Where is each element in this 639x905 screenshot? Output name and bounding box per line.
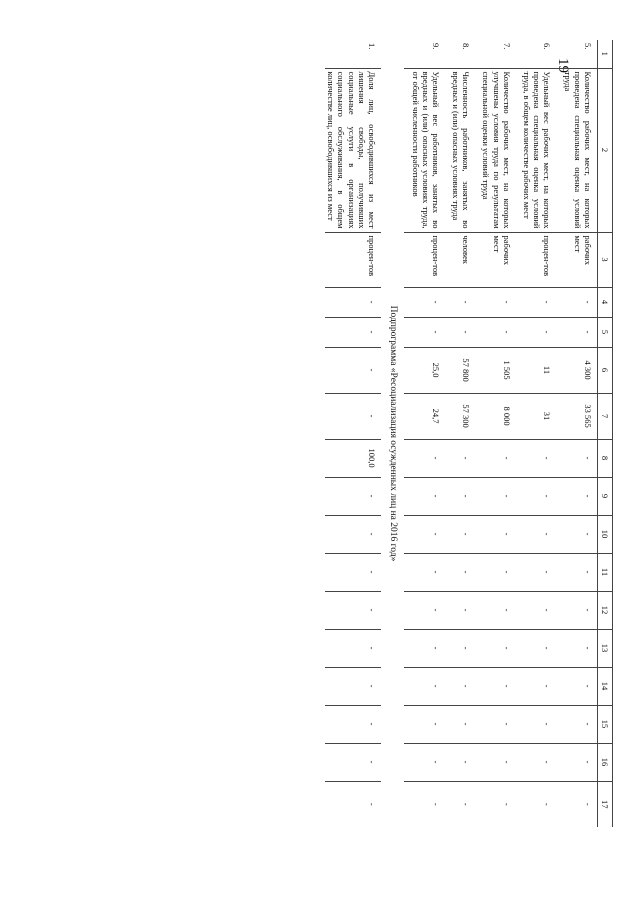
unit-cell: процен-тов bbox=[325, 232, 381, 287]
value-cell: 24,7 bbox=[404, 393, 445, 439]
indicator-name-cell: Удельный вес рабочих мест, на которых проведена специальная оценка условий труда, в общем количестве рабочих мест bbox=[516, 68, 557, 232]
value-cell: - bbox=[516, 705, 557, 743]
value-cell: - bbox=[475, 705, 516, 743]
value-cell: - bbox=[445, 317, 475, 347]
unit-cell: рабочих мест bbox=[556, 232, 597, 287]
row-number-cell: 5. bbox=[583, 43, 593, 50]
value-cell: - bbox=[475, 287, 516, 317]
value-cell: - bbox=[325, 629, 381, 667]
value-cell: - bbox=[516, 667, 557, 705]
row-number-cell: 8. bbox=[461, 43, 472, 50]
value-cell: 31 bbox=[516, 393, 557, 439]
value-cell: - bbox=[404, 629, 445, 667]
value-cell: - bbox=[404, 439, 445, 477]
row-number-cell: 6. bbox=[542, 43, 553, 50]
table-row bbox=[404, 40, 445, 827]
column-number-cell: 15 bbox=[598, 705, 613, 743]
value-cell: - bbox=[404, 287, 445, 317]
indicators-table bbox=[325, 40, 613, 827]
value-cell: 57 800 bbox=[445, 347, 475, 393]
value-cell: 1 505 bbox=[475, 347, 516, 393]
indicator-name-cell: Количество рабочих мест, на которых проведена специальная оценка условий труда bbox=[556, 68, 597, 232]
value-cell: - bbox=[404, 515, 445, 553]
rotated-table-container bbox=[124, 40, 613, 825]
value-cell: - bbox=[445, 743, 475, 781]
column-number-cell: 3 bbox=[598, 232, 613, 287]
value-cell: - bbox=[325, 667, 381, 705]
value-cell: 4 300 bbox=[556, 347, 597, 393]
column-number-cell: 17 bbox=[598, 781, 613, 827]
column-number-cell: 6 bbox=[598, 347, 613, 393]
column-number-cell: 11 bbox=[598, 553, 613, 591]
value-cell: - bbox=[516, 515, 557, 553]
value-cell: - bbox=[516, 629, 557, 667]
value-cell: 8 000 bbox=[475, 393, 516, 439]
value-cell: - bbox=[325, 553, 381, 591]
value-cell: 57 300 bbox=[445, 393, 475, 439]
indicator-name-cell: Доля лиц, освободившихся из мест лишения свободы, получивших социальные услуги в организациях социального обслуживания, в общем количестве лиц, освободившихся из мест bbox=[325, 68, 381, 232]
table-row bbox=[516, 40, 557, 827]
value-cell: - bbox=[556, 477, 597, 515]
value-cell: - bbox=[325, 317, 381, 347]
value-cell: - bbox=[404, 667, 445, 705]
unit-cell: рабочих мест bbox=[475, 232, 516, 287]
value-cell: - bbox=[556, 743, 597, 781]
column-number-cell: 9 bbox=[598, 477, 613, 515]
value-cell: - bbox=[404, 705, 445, 743]
value-cell: - bbox=[325, 287, 381, 317]
value-cell: - bbox=[556, 515, 597, 553]
value-cell: - bbox=[445, 781, 475, 827]
value-cell: - bbox=[445, 705, 475, 743]
value-cell: - bbox=[556, 553, 597, 591]
column-number-row bbox=[598, 40, 613, 827]
value-cell: - bbox=[475, 317, 516, 347]
column-number-cell: 2 bbox=[598, 68, 613, 232]
indicator-name-cell: Удельный вес работников, занятых во вредных и (или) опасных условиях труда, от общей численности работников bbox=[404, 68, 445, 232]
value-cell: - bbox=[325, 705, 381, 743]
indicator-name-cell: Численность работников, занятых во вредных и (или) опасных условиях труда bbox=[445, 68, 475, 232]
subprogram-title-row bbox=[381, 40, 404, 827]
value-cell: - bbox=[445, 477, 475, 515]
value-cell: - bbox=[556, 781, 597, 827]
table-row bbox=[475, 40, 516, 827]
value-cell: - bbox=[325, 477, 381, 515]
value-cell: - bbox=[516, 553, 557, 591]
value-cell: - bbox=[404, 317, 445, 347]
value-cell: - bbox=[475, 553, 516, 591]
value-cell: - bbox=[445, 629, 475, 667]
value-cell: - bbox=[556, 705, 597, 743]
value-cell: - bbox=[556, 667, 597, 705]
value-cell: - bbox=[445, 667, 475, 705]
table-row bbox=[325, 40, 381, 827]
value-cell: 25,0 bbox=[404, 347, 445, 393]
value-cell: - bbox=[556, 317, 597, 347]
value-cell: - bbox=[475, 629, 516, 667]
value-cell: - bbox=[475, 439, 516, 477]
value-cell: - bbox=[516, 317, 557, 347]
value-cell: - bbox=[475, 743, 516, 781]
value-cell: - bbox=[475, 515, 516, 553]
value-cell: - bbox=[516, 591, 557, 629]
value-cell: - bbox=[325, 515, 381, 553]
value-cell: - bbox=[404, 553, 445, 591]
value-cell: - bbox=[325, 781, 381, 827]
value-cell: 33 565 bbox=[556, 393, 597, 439]
column-number-cell: 1 bbox=[598, 40, 613, 68]
column-number-cell: 5 bbox=[598, 317, 613, 347]
value-cell: - bbox=[404, 743, 445, 781]
subprogram-title: Подпрограмма «Ресоциализация осужденных лиц на 2016 год» bbox=[388, 305, 399, 562]
row-number-cell: 1. bbox=[366, 43, 377, 50]
table-row bbox=[445, 40, 475, 827]
value-cell: - bbox=[445, 439, 475, 477]
value-cell: - bbox=[325, 393, 381, 439]
value-cell: - bbox=[404, 781, 445, 827]
row-number-cell: 9. bbox=[430, 43, 441, 50]
indicator-name-cell: Количество рабочих мест, на которых улучшены условия труда по результатам специальной оценки условий труда bbox=[475, 68, 516, 232]
column-number-cell: 4 bbox=[598, 287, 613, 317]
value-cell: - bbox=[445, 287, 475, 317]
column-number-cell: 14 bbox=[598, 667, 613, 705]
unit-cell: процен-тов bbox=[404, 232, 445, 287]
value-cell: - bbox=[325, 347, 381, 393]
value-cell: - bbox=[516, 781, 557, 827]
value-cell: - bbox=[445, 553, 475, 591]
value-cell: - bbox=[325, 591, 381, 629]
column-number-cell: 16 bbox=[598, 743, 613, 781]
value-cell: 11 bbox=[516, 347, 557, 393]
unit-cell: процен-тов bbox=[516, 232, 557, 287]
value-cell: - bbox=[475, 781, 516, 827]
value-cell: - bbox=[404, 477, 445, 515]
value-cell: - bbox=[475, 477, 516, 515]
value-cell: - bbox=[556, 591, 597, 629]
value-cell: - bbox=[445, 515, 475, 553]
column-number-cell: 13 bbox=[598, 629, 613, 667]
row-number-cell: 7. bbox=[501, 43, 512, 50]
column-number-cell: 12 bbox=[598, 591, 613, 629]
value-cell: - bbox=[516, 287, 557, 317]
value-cell: - bbox=[556, 287, 597, 317]
column-number-cell: 10 bbox=[598, 515, 613, 553]
value-cell: 100,0 bbox=[325, 439, 381, 477]
page-number: 19 bbox=[555, 58, 571, 73]
value-cell: - bbox=[325, 743, 381, 781]
value-cell: - bbox=[404, 591, 445, 629]
value-cell: - bbox=[475, 667, 516, 705]
column-number-cell: 8 bbox=[598, 439, 613, 477]
table-body bbox=[325, 40, 612, 827]
table-row bbox=[556, 40, 597, 827]
value-cell: - bbox=[556, 439, 597, 477]
value-cell: - bbox=[516, 477, 557, 515]
value-cell: - bbox=[556, 629, 597, 667]
value-cell: - bbox=[516, 439, 557, 477]
column-number-cell: 7 bbox=[598, 393, 613, 439]
value-cell: - bbox=[445, 591, 475, 629]
value-cell: - bbox=[516, 743, 557, 781]
unit-cell: человек bbox=[445, 232, 475, 287]
value-cell: - bbox=[475, 591, 516, 629]
